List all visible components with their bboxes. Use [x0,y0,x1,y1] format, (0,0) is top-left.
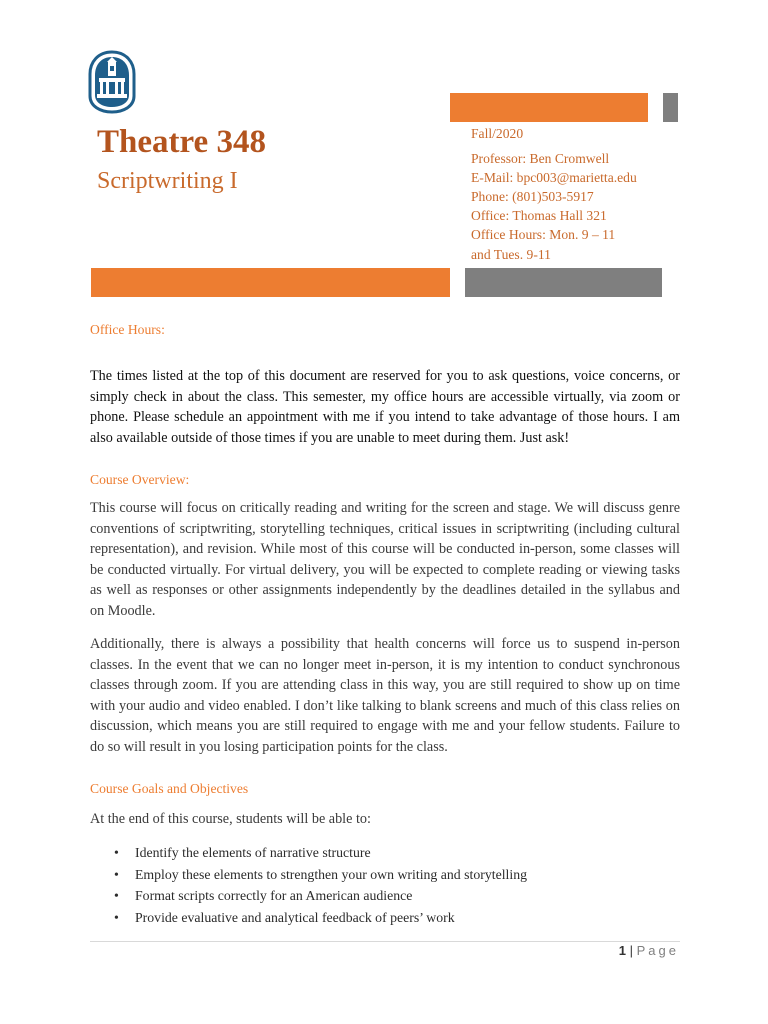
gray-accent-bar-bottom [465,268,662,297]
list-item: • Identify the elements of narrative structure [90,842,527,864]
footer-divider [90,941,680,942]
email: E-Mail: bpc003@marietta.edu [471,170,637,186]
term: Fall/2020 [471,126,524,141]
office-hours-heading: Office Hours: [90,322,165,337]
course-goals-list [90,842,527,928]
course-goals-intro: At the end of this course, students will be able to: [90,811,371,827]
course-title: Theatre 348 [97,124,266,160]
list-item: • Employ these elements to strengthen your own writing and storytelling [90,864,527,886]
page-number-footer [619,943,679,958]
gray-accent-bar-top [663,93,678,122]
orange-accent-bar-bottom [91,268,450,297]
course-info-block [471,124,637,264]
page-label: Page [636,943,679,958]
course-subtitle: Scriptwriting I [97,168,238,194]
professor: Professor: Ben Cromwell [471,151,610,167]
office: Office: Thomas Hall 321 [471,208,607,224]
office-hours-paragraph: The times listed at the top of this document are reserved for you to ask questions, voice concerns, or simply check in about the class. This semester, my office hours are accessible virtually, via zoom or phone. Please schedule an appointment with me if you intend to take advantage of those hours. I am also available outside of those times if you are unable to meet during them. Just ask! [90,368,680,446]
college-seal-logo-icon [88,50,136,114]
page-separator: | [629,943,633,958]
phone: Phone: (801)503-5917 [471,189,594,205]
course-goals-heading: Course Goals and Objectives [90,781,249,796]
list-item: • Provide evaluative and analytical feedback of peers’ work [90,907,527,929]
orange-accent-bar-top [450,93,648,122]
course-overview-paragraph-1: This course will focus on critically reading and writing for the screen and stage. We will discuss genre conventions of scriptwriting, storytelling techniques, critical issues in scriptwriting (including cultural representation), and revision. While most of this course will be conducted in-person, some classes will be conducted virtually. For virtual delivery, you will be expected to complete reading or viewing tasks as well as responses or other assignments independently by the deadlines detailed in the syllabus and on Moodle. [90,500,680,619]
course-overview-heading: Course Overview: [90,472,190,487]
office-hours-continued: and Tues. 9-11 [471,246,551,262]
page-number: 1 [618,943,626,958]
office-hours: Office Hours: Mon. 9 – 11 [471,227,616,243]
course-overview-paragraph-2: Additionally, there is always a possibility that health concerns will force us to suspend in-person classes. In the event that we can no longer meet in-person, it is my intention to conduct synchronous classes through zoom. If you are attending class in this way, you are still required to show up on time with your audio and video enabled. I don’t like talking to blank screens and much of this class relies on discussion, which means you are still required to engage with me and your fellow students. Failure to do so will result in you losing participation points for the class. [90,636,680,755]
list-item: • Format scripts correctly for an American audience [90,885,527,907]
